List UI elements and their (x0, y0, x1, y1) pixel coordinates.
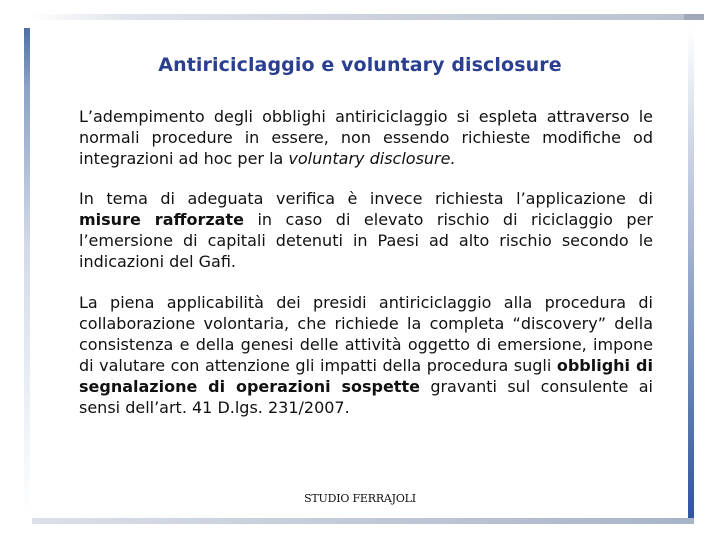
paragraph-1-text: L’adempimento degli obblighi antiriciclaggio si espleta attraverso le normali procedure in essere, non essendo richieste modifiche od integrazioni ad hoc per la (79, 107, 653, 168)
frame-left-bar (24, 28, 30, 518)
paragraph-2-bold: misure rafforzate (79, 210, 244, 229)
frame-top-bar (28, 14, 704, 20)
paragraph-3-text-b: gravanti sul consulente ai sensi dell’art. 41 D.lgs. 231/2007. (79, 377, 653, 417)
paragraph-2-text-b: in caso di elevato rischio di riciclaggio per l’emersione di capitali detenuti in Paesi ad alto rischio secondo le indicazioni del Gafi. (79, 210, 653, 271)
paragraph-2 (79, 188, 653, 272)
frame-top-corner (684, 14, 704, 20)
paragraph-1-italic: voluntary disclosure. (288, 149, 456, 168)
frame-right-bar (688, 28, 694, 520)
paragraph-1 (79, 106, 653, 169)
paragraph-3-bold: obblighi di segnalazione di operazioni sospette (79, 356, 653, 396)
paragraph-3 (79, 292, 653, 418)
paragraph-2-text-a: In tema di adeguata verifica è invece richiesta l’applicazione di (79, 189, 653, 208)
slide-title: Antiriciclaggio e voluntary disclosure (158, 54, 562, 76)
footer-studio-name: STUDIO FERRAJOLI (304, 492, 416, 505)
paragraph-3-text-a: La piena applicabilità dei presidi antiriciclaggio alla procedura di collaborazione volontaria, che richiede la completa “discovery” della consistenza e della genesi delle attività oggetto di emersione, impone di valutare con attenzione gli impatti della procedura sugli (79, 293, 653, 375)
frame-bottom-bar (32, 518, 694, 524)
